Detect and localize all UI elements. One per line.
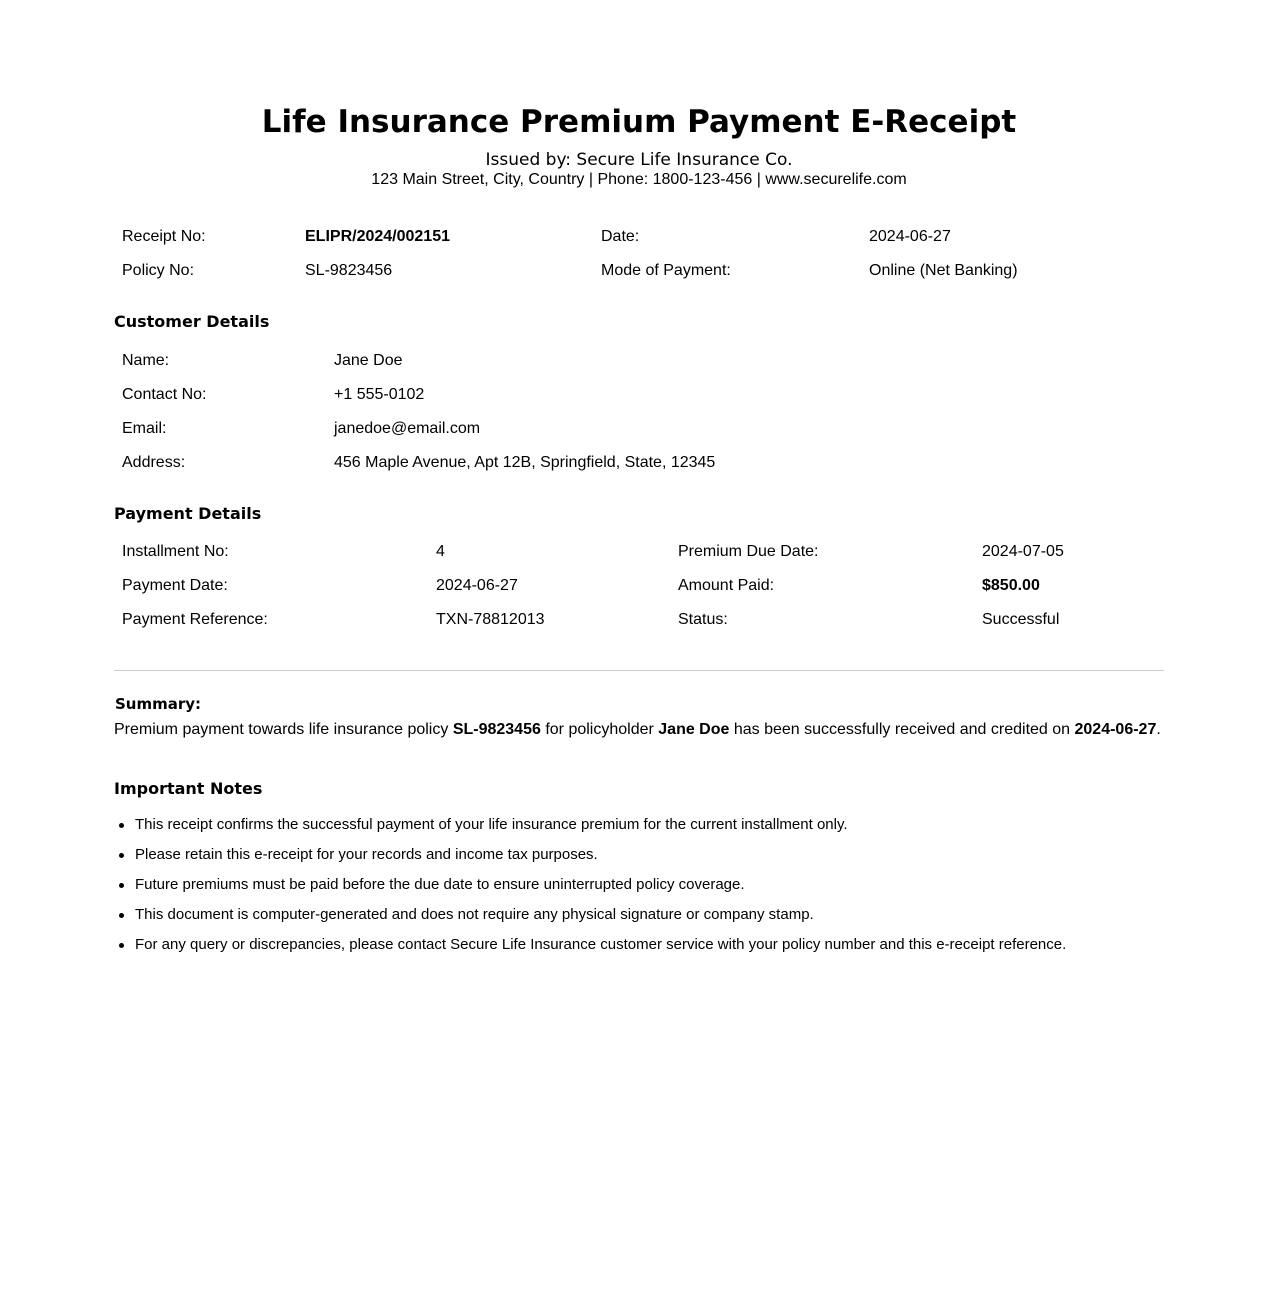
note-text: This document is computer-generated and does not require any physical signature or company stamp. (135, 906, 814, 923)
payment-reference-label: Payment Reference: (122, 611, 268, 628)
status-label: Status: (678, 611, 728, 628)
receipt-no-label: Receipt No: (122, 228, 206, 245)
customer-email-value: janedoe@email.com (334, 420, 481, 437)
customer-email-label: Email: (122, 420, 167, 437)
bullet-icon (119, 853, 124, 858)
payment-reference-value: TXN-78812013 (436, 611, 545, 628)
list-item (114, 935, 1066, 965)
summary-policy-no: SL-9823456 (452, 721, 541, 738)
summary-part-4: . (1156, 721, 1161, 738)
customer-details-heading: Customer Details (114, 312, 270, 331)
due-date-value: 2024-07-05 (982, 543, 1064, 560)
customer-contact-value: +1 555-0102 (334, 386, 425, 403)
customer-address-value: 456 Maple Avenue, Apt 12B, Springfield, State, 12345 (334, 454, 716, 471)
list-item (114, 875, 1066, 905)
policy-no-value: SL-9823456 (305, 262, 393, 279)
note-text: Please retain this e-receipt for your records and income tax purposes. (135, 846, 598, 863)
issuer-line: Issued by: Secure Life Insurance Co. (485, 150, 793, 170)
important-notes-list (114, 815, 1066, 965)
policy-no-label: Policy No: (122, 262, 195, 279)
summary-holder-name: Jane Doe (658, 721, 730, 738)
payment-date-label: Payment Date: (122, 577, 228, 594)
customer-name-value: Jane Doe (334, 352, 403, 369)
payment-mode-label: Mode of Payment: (601, 262, 731, 279)
summary-text (114, 720, 1164, 740)
note-text: For any query or discrepancies, please contact Secure Life Insurance customer service with your policy number and this e-receipt reference. (135, 936, 1067, 953)
bullet-icon (119, 943, 124, 948)
customer-address-label: Address: (122, 454, 186, 471)
installment-value: 4 (436, 543, 445, 560)
list-item (114, 845, 1066, 875)
bullet-icon (119, 913, 124, 918)
summary-credit-date: 2024-06-27 (1074, 721, 1157, 738)
note-text: Future premiums must be paid before the due date to ensure uninterrupted policy coverage. (135, 876, 745, 893)
list-item (114, 815, 1066, 845)
summary-part-1: Premium payment towards life insurance policy (114, 721, 453, 738)
page-title: Life Insurance Premium Payment E-Receipt (261, 104, 1017, 140)
company-address: 123 Main Street, City, Country | Phone: 1800-123-456 | www.securelife.com (371, 171, 907, 188)
installment-label: Installment No: (122, 543, 229, 560)
section-divider (114, 670, 1164, 671)
summary-part-2: for policyholder (540, 721, 659, 738)
customer-name-label: Name: (122, 352, 170, 369)
payment-details-heading: Payment Details (114, 504, 262, 523)
payment-mode-value: Online (Net Banking) (869, 262, 1018, 279)
note-text: This receipt confirms the successful payment of your life insurance premium for the current installment only. (135, 816, 848, 833)
amount-paid-label: Amount Paid: (678, 577, 775, 594)
payment-date-value: 2024-06-27 (436, 577, 518, 594)
important-notes-heading: Important Notes (114, 779, 263, 798)
summary-label: Summary: (115, 695, 202, 713)
summary-part-3: has been successfully received and credited on (729, 721, 1075, 738)
bullet-icon (119, 823, 124, 828)
list-item (114, 905, 1066, 935)
date-value: 2024-06-27 (869, 228, 951, 245)
date-label: Date: (601, 228, 640, 245)
receipt-no-value: ELIPR/2024/002151 (305, 228, 450, 245)
bullet-icon (119, 883, 124, 888)
customer-contact-label: Contact No: (122, 386, 207, 403)
due-date-label: Premium Due Date: (678, 543, 819, 560)
amount-paid-value: $850.00 (982, 577, 1040, 594)
status-value: Successful (982, 611, 1060, 628)
